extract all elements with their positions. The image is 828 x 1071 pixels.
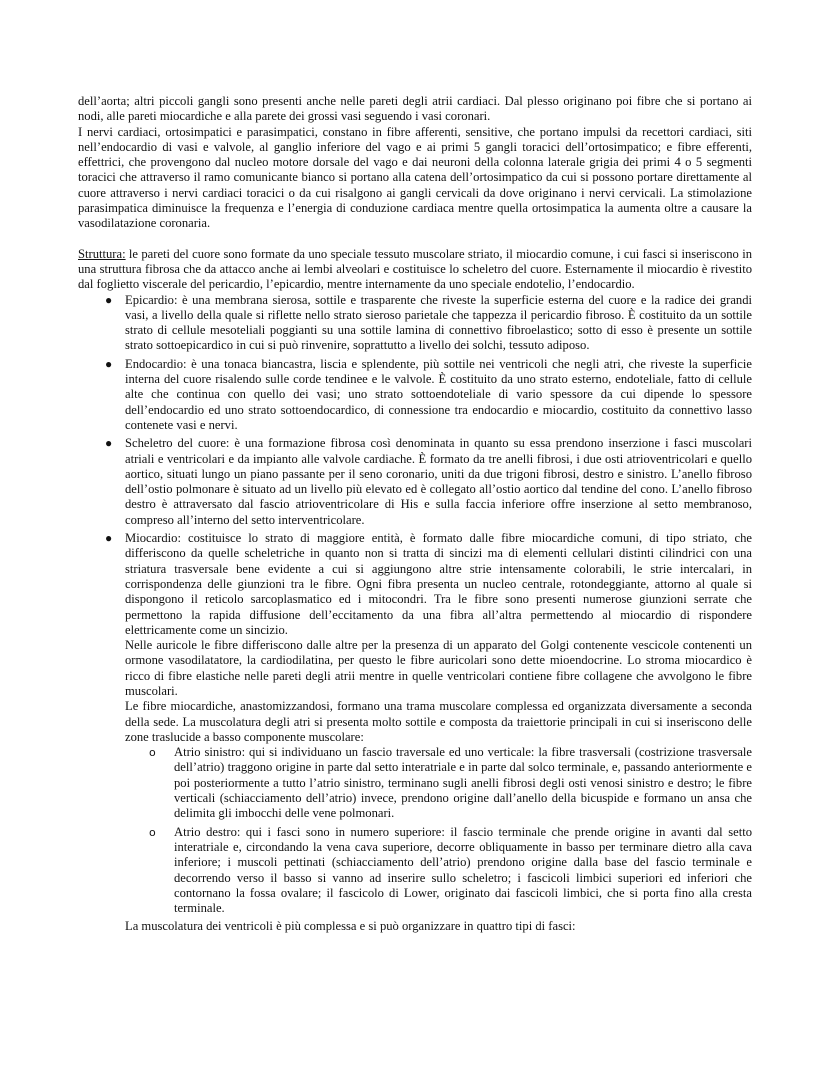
bullet-dot-icon: ● [105,531,113,546]
bullet-scheletro [78,436,752,528]
atrio-destro-text: Atrio destro: qui i fasci sono in numero superiore: il fascio terminale che prende origine in avanti dal setto interatriale e, circondando la vena cava superiore, decorre obliquamente in basso per terminare dietro alla cava inferiore; i muscoli pettinati (schiacciamento dell’atrio) prendono origine dalla base del fascio terminale e decorrendo verso il basso si vanno ad inserire sullo scheletro; i fascicoli limbici superiori ed inferiori che contornano la fossa ovalare; il fascicolo di Lower, originato dai fascicoli limbici, che si porta fino alla cresta terminale. [174,824,752,916]
sub-bullet-atrio-sinistro [125,745,752,821]
bullet-endocardio-text: Endocardio: è una tonaca biancastra, liscia e splendente, più sottile nei ventricoli che negli atri, che riveste la superficie interna del cuore risalendo sulle corde tendinee e le valvole. È costituito da uno strato esterno, endoteliale, fatto di cellule alte che continua con quello dei vasi; uno strato sottoendoteliale di vario spessore da cui dipende lo spessore dell’endocardio ed uno strato sottoendocardico, di connessione tra endocardio e miocardio, costituito da connettivo lasso contenete vasi e nervi. [125,356,752,432]
struttura-label: Struttura: [78,246,126,261]
bullet-scheletro-text: Scheletro del cuore: è una formazione fibrosa così denominata in quanto su essa prendono inserzione i fasci muscolari atriali e ventricolari e da impianto alle valvole cardiache. È formato da tre anelli fibrosi, i due osti atrioventricolari e quello aortico, situati lungo un piano passante per il seno coronario, uniti da due trigoni fibrosi, destro e sinistro. L’anello fibroso dell’ostio polmonare è situato ad un livello più elevato ed è collegato all’ostio aortico dal tendine del cono. L’anello fibroso destro è attraversato dal fascio atrioventricolare di His e sulla faccia inferiore offre inserzione al setto membranoso, compreso all’interno del setto interventricolare. [125,436,752,527]
circle-bullet-icon: o [149,746,156,760]
bullet-miocardio [78,531,752,916]
bullet-dot-icon: ● [105,356,113,371]
atri-sub-list [125,745,752,916]
intro-paragraph-1: dell’aorta; altri piccoli gangli sono presenti anche nelle pareti degli atrii cardiaci. Dal plesso originano poi fibre che si portano ai nodi, alle pareti miocardiche e alla parete dei grossi vasi seguendo i vasi coronari. [78,94,752,124]
sub-bullet-atrio-destro [125,825,752,917]
bullet-miocardio-text: Miocardio: costituisce lo strato di maggiore entità, è formato dalle fibre miocardiche comuni, di tipo striato, che differiscono da quelle scheletriche in quanto non si tratta di sincizi ma di elementi cellulari distinti cilindrici con una striatura trasversale bene evidente a cui si aggiungono altre strie intensamente colorabili, le strie intercalari, in corrispondenza delle giunzioni tra le fibre. Ogni fibra presenta un nucleo centrale, rotondeggiante, attorno al quale si dispongono il reticolo sarcoplasmatico ed i mitocondri. Tra le fibre sono presenti numerose giunzioni serrate che permettono la rapida diffusione dell’eccitamento da una fibra all’altra permettendo al miocardio di rispondere elettricamente come un sincizio. [125,531,752,637]
intro-paragraph-2: I nervi cardiaci, ortosimpatici e parasimpatici, constano in fibre afferenti, sensitive, che portano impulsi da recettori cardiaci, siti nell’endocardio di vasi e valvole, al ganglio inferiore del vago e ai primi 5 gangli toracici dell’ortosimpatico; e fibre efferenti, effettrici, che provengono dal nucleo motore dorsale del vago e dai neuroni della colonna laterale grigia dei primi 4 o 5 segmenti toracici che attraverso il ramo comunicante bianco si portano alla catena dell’ortosimpatico da cui si possono portare direttamente al cuore attraverso i nervi cardiaci toracici o da cui risalgono ai gangli cervicali da dove originano i nervi cervicali. La stimolazione parasimpatica diminuisce la frequenza e l’energia di conduzione cardiaca mentre quella ortosimpatica la aumenta oltre a causare la vasodilatazione coronaria. [78,124,752,231]
bullet-epicardio-text: Epicardio: è una membrana sierosa, sottile e trasparente che riveste la superficie esterna del cuore e la radice dei grandi vasi, a livello della quale si riflette nello strato sieroso parietale che tappezza il pericardio fibroso. È costituito da un sottile strato di cellule mesoteliali poggianti su una sottile lamina di connettivo fibroelastico; sotto di esso è presente un sottile strato sottoepicardico in cui si può rinvenire, soprattutto a livello dei solchi, tessuto adiposo. [125,292,752,353]
structure-bullet-list [78,293,752,917]
bullet-dot-icon: ● [105,436,113,451]
bullet-endocardio [78,357,752,433]
circle-bullet-icon: o [149,825,156,839]
ventricoli-paragraph: La muscolatura dei ventricoli è più complessa e si può organizzare in quattro tipi di fasci: [125,919,576,934]
struttura-paragraph [78,247,752,293]
bullet-dot-icon: ● [105,292,113,307]
miocardio-paragraph-2: Nelle auricole le fibre differiscono dalle altre per la presenza di un apparato del Golgi contenente vescicole contenenti un ormone vasodilatatore, la cardiodilatina, per questo le fibre auricolari sono dette mioendocrine. Lo stroma miocardico è ricco di fibre elastiche nelle pareti degli atrii mentre in quelle ventricolari contiene fibre collagene che avvolgono le fibre muscolari. [125,638,752,698]
paragraph-gap [78,232,752,247]
miocardio-paragraph-3: Le fibre miocardiche, anastomizzandosi, formano una trama muscolare complessa ed organizzata diversamente a seconda della sede. La muscolatura degli atri si presenta molto sottile e composta da traiettorie principali in cui si inseriscono delle zone traslucide a basso componente muscolare: [125,699,752,744]
struttura-text: le pareti del cuore sono formate da uno speciale tessuto muscolare striato, il miocardio comune, i cui fasci si inseriscono in una struttura fibrosa che da attacco anche ai lembi alveolari e costituisce lo scheletro del cuore. Esternamente il miocardio è rivestito dal foglietto viscerale del pericardio, l’epicardio, mentre internamente da uno speciale endotelio, l’endocardio. [78,246,752,292]
atrio-sinistro-text: Atrio sinistro: qui si individuano un fascio traversale ed uno verticale: la fibre trasversali (costrizione trasversale dell’atrio) traggono origine in parte dal setto interatriale e in parte dal solco terminale, e, passando anteriormente e poi posteriormente a tutto l’atrio sinistro, terminano sugli anelli fibrosi degli osti venosi sinistro e destro; le fibre verticali (schiacciamento dell’atrio) invece, prendono origine dall’anello della bicuspide e formano un ansa che delimita gli imbocchi delle vene polmonari. [174,745,752,821]
bullet-epicardio [78,293,752,354]
